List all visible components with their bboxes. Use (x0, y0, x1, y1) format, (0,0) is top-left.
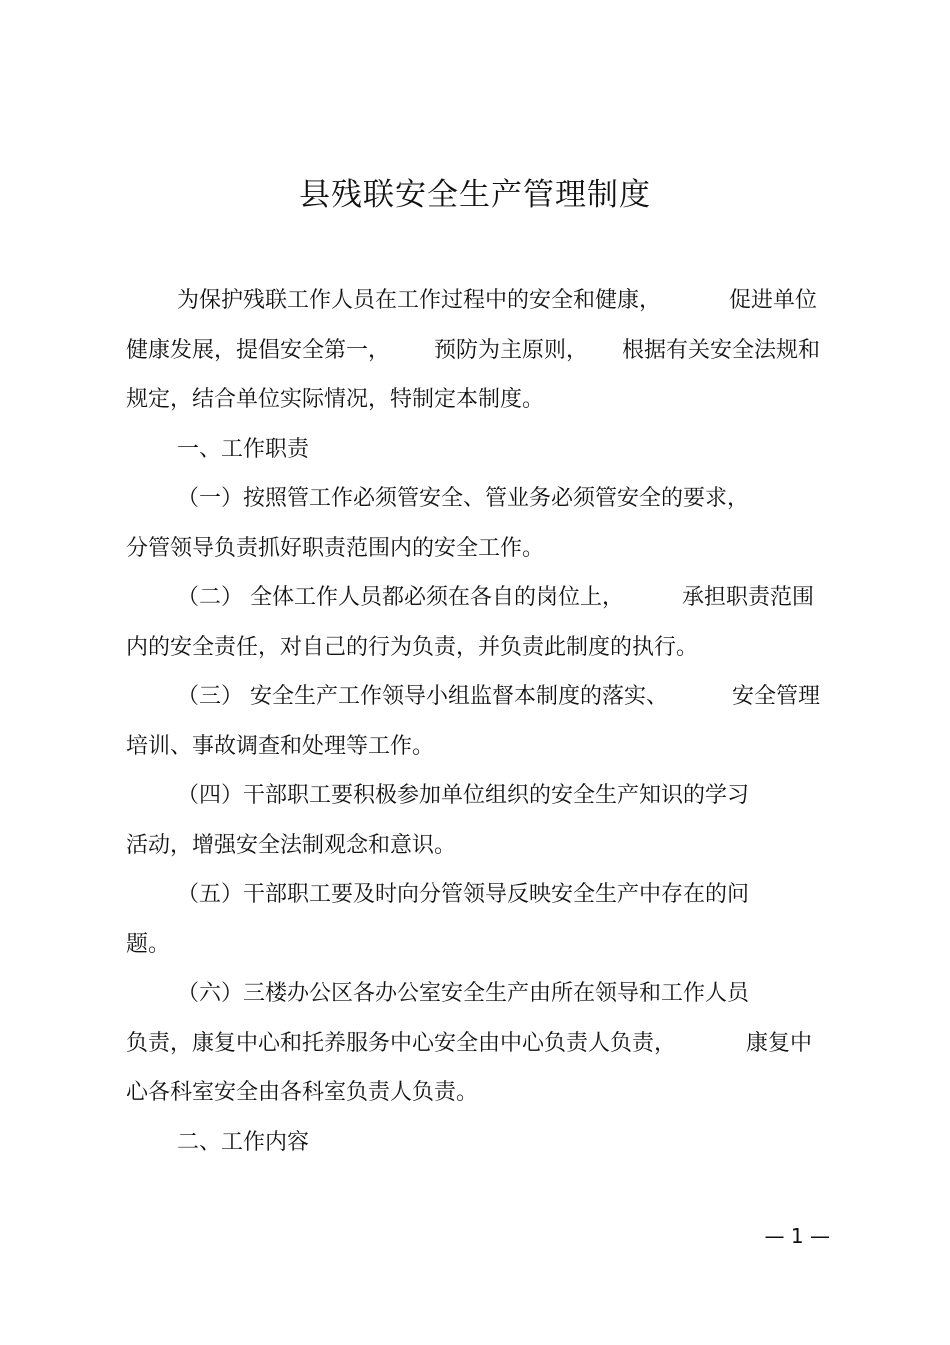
item-text: 承担职责范围 (682, 585, 815, 610)
intro-paragraph-line-2 (126, 326, 828, 376)
item-3-line-1 (126, 672, 828, 722)
intro-text: 为保护残联工作人员在工作过程中的安全和健康， (177, 288, 662, 313)
item-1-line-1: （一）按照管工作必须管安全、管业务必须管安全的要求， (177, 486, 750, 511)
intro-text: 预防为主原则， (434, 337, 589, 363)
item-6-line-2 (126, 1019, 828, 1069)
page-number: — 1 — (764, 1224, 830, 1248)
item-6-line-1: （六）三楼办公区各办公室安全生产由所在领导和工作人员 (177, 981, 750, 1006)
item-5-line-1: （五）干部职工要及时向分管领导反映安全生产中存在的问 (177, 882, 750, 907)
intro-text: 健康发展，提倡安全第一， (126, 337, 391, 363)
item-1-line-2: 分管领导负责抓好职责范围内的安全工作。 (126, 535, 545, 561)
item-2-line-1 (126, 573, 828, 623)
intro-text: 促进单位 (729, 288, 818, 313)
item-2-line-2: 内的安全责任，对自己的行为负责，并负责此制度的执行。 (126, 634, 699, 660)
item-text: 康复中 (746, 1030, 813, 1056)
item-5-line-2: 题。 (126, 931, 171, 957)
intro-paragraph-line-1 (126, 276, 828, 326)
intro-paragraph-line-3: 规定，结合单位实际情况，特制定本制度。 (126, 387, 545, 412)
item-text: 负责，康复中心和托养服务中心安全由中心负责人负责， (126, 1030, 677, 1056)
item-6-line-3: 心各科室安全由各科室负责人负责。 (126, 1080, 479, 1105)
document-body (126, 276, 828, 1167)
document-title: 县残联安全生产管理制度 (299, 177, 651, 213)
item-text: （三） 安全生产工作领导小组监督本制度的落实、 (177, 684, 668, 709)
intro-text: 根据有关安全法规和 (622, 337, 821, 363)
item-3-line-2: 培训、事故调查和处理等工作。 (126, 733, 435, 759)
item-4-line-2: 活动，增强安全法制观念和意识。 (126, 832, 457, 858)
section-heading-responsibilities: 一、工作职责 (177, 436, 310, 462)
section-heading-work-content: 二、工作内容 (177, 1129, 310, 1155)
item-text: （二） 全体工作人员都必须在各自的岗位上， (177, 585, 624, 610)
item-4-line-1: （四）干部职工要积极参加单位组织的安全生产知识的学习 (177, 783, 750, 808)
item-text: 安全管理 (732, 684, 821, 709)
